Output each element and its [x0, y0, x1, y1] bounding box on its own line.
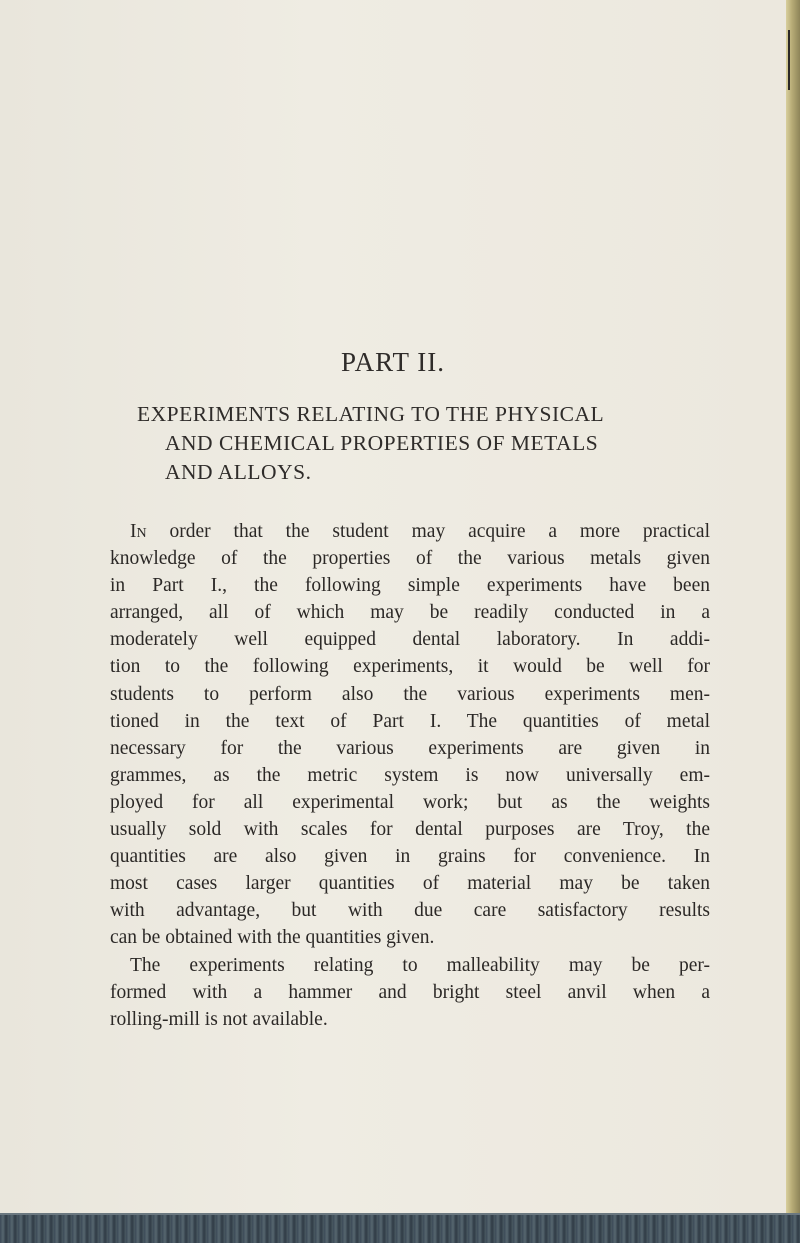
paragraph-1-line-8: tioned in the text of Part I. The quantities of metal — [110, 710, 710, 732]
paragraph-2-line-2: formed with a hammer and bright steel anvil when a — [110, 981, 710, 1003]
paragraph-1-line-1 — [110, 518, 710, 545]
paragraph-1-line-6: tion to the following experiments, it would be well for — [110, 656, 710, 678]
paragraph-1-line-12: usually sold with scales for dental purposes are Troy, the — [110, 819, 710, 841]
paragraph-1-line-4: arranged, all of which may be readily conducted in a — [110, 602, 710, 624]
scan-bottom-band — [0, 1213, 800, 1243]
chapter-heading-line-3: AND ALLOYS. — [165, 460, 312, 484]
chapter-heading — [137, 400, 697, 487]
paragraph-2-line-1: The experiments relating to malleability may be per- — [130, 954, 710, 976]
part-title: PART II. — [341, 347, 445, 377]
chapter-heading-line-1: EXPERIMENTS RELATING TO THE PHYSICAL — [137, 402, 605, 426]
chapter-heading-line-2: AND CHEMICAL PROPERTIES OF METALS — [165, 431, 599, 455]
body-text — [110, 518, 710, 1033]
paragraph-1-line-3: in Part I., the following simple experiments have been — [110, 575, 710, 597]
paragraph-1-line-11: ployed for all experimental work; but as the weights — [110, 791, 710, 813]
paragraph-2-line-3: rolling-mill is not available. — [110, 1008, 328, 1030]
paragraph-1-line-15: with advantage, but with due care satisfactory results — [110, 900, 710, 922]
paragraph-1-line-14: most cases larger quantities of material may be taken — [110, 873, 710, 895]
paragraph-1-line-13: quantities are also given in grains for convenience. In — [110, 846, 710, 868]
paragraph-1-line-7: students to perform also the various experiments men- — [110, 683, 710, 705]
paragraph-1-line-16: can be obtained with the quantities given. — [110, 927, 435, 949]
paragraph-1-first-word: In — [130, 521, 147, 542]
page-edge-binding — [786, 0, 800, 1243]
paragraph-1-line-2: knowledge of the properties of the various metals given — [110, 548, 710, 570]
paragraph-1-line-5: moderately well equipped dental laboratory. In addi- — [110, 629, 710, 651]
paragraph-1-line-9: necessary for the various experiments are given in — [110, 737, 710, 759]
paragraph-1-line-10: grammes, as the metric system is now universally em- — [110, 764, 710, 786]
paragraph-1-line-1-text: order that the student may acquire a more practical — [146, 521, 710, 542]
